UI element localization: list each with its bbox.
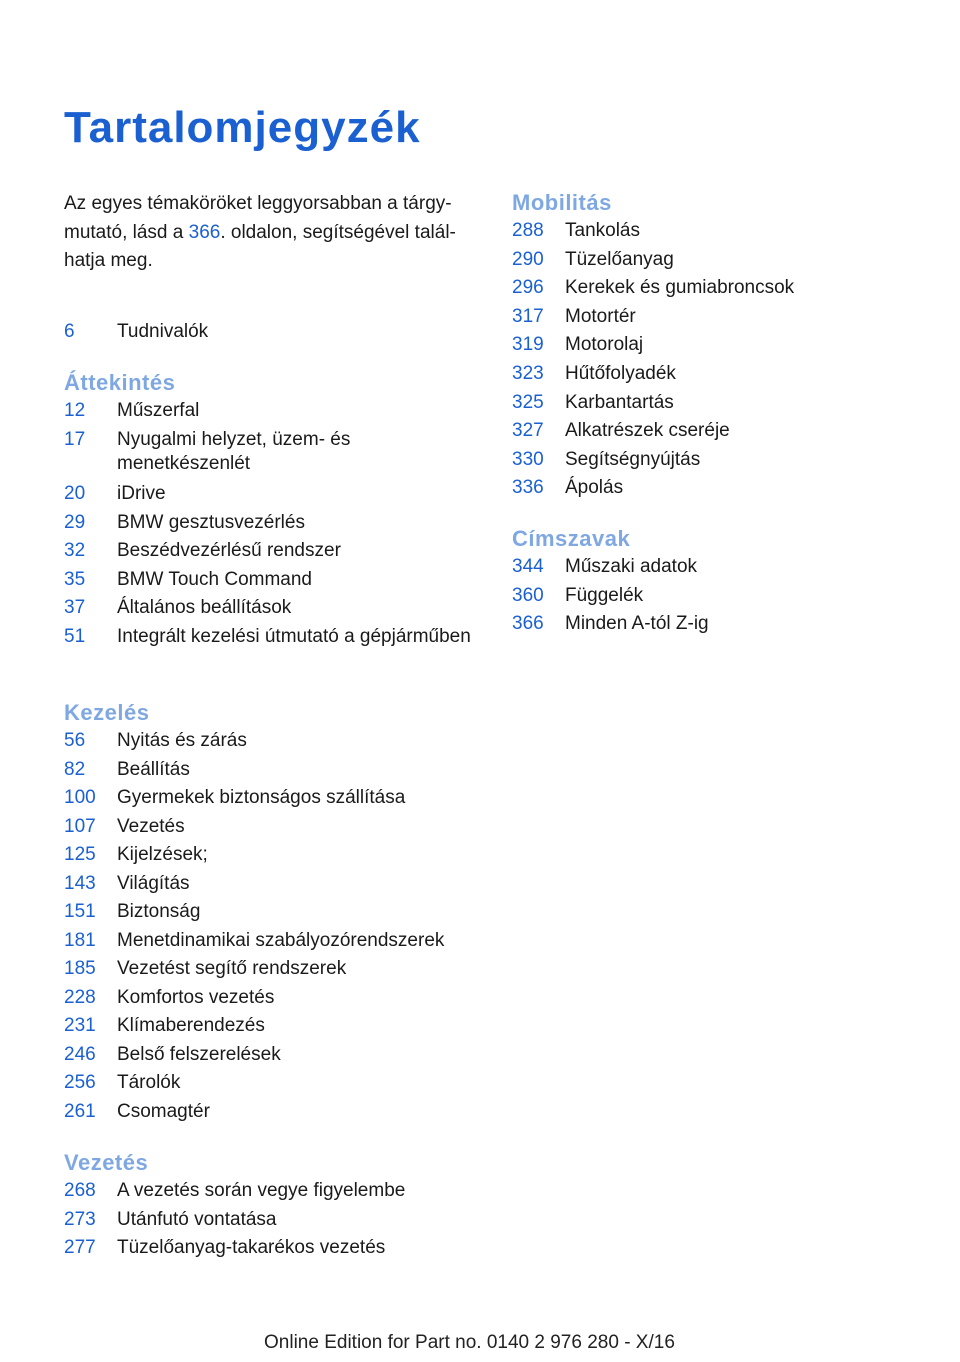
toc-entry-label: Komfortos vezetés bbox=[117, 987, 275, 1008]
toc-entry-label: Beszédvezérlésű rendszer bbox=[117, 540, 341, 561]
toc-entry-label: Tüzelőanyag-takarékos vezetés bbox=[117, 1237, 386, 1258]
toc-entry-label: A vezetés során vegye figyelembe bbox=[117, 1180, 406, 1201]
toc-entry-label: Csomagtér bbox=[117, 1101, 210, 1122]
toc-entry-label: Világítás bbox=[117, 873, 190, 894]
toc-page-number: 256 bbox=[64, 1072, 96, 1093]
section-heading-cimszavak: Címszavak bbox=[512, 526, 631, 551]
toc-entry-label: Minden A-tól Z-ig bbox=[565, 613, 709, 634]
toc-entry-label: Utánfutó vontatása bbox=[117, 1209, 277, 1230]
toc-entry-label: Kijelzések; bbox=[117, 844, 208, 865]
toc-entry-label: Segítségnyújtás bbox=[565, 449, 701, 470]
toc-entry-label: Tüzelőanyag bbox=[565, 249, 674, 270]
toc-entry-label: Nyitás és zárás bbox=[117, 730, 247, 751]
toc-page-number: 231 bbox=[64, 1015, 96, 1036]
toc-page-number: 17 bbox=[64, 429, 86, 450]
toc-page-number: 296 bbox=[512, 277, 544, 298]
toc-entry-label: Gyermekek biztonságos szállítása bbox=[117, 787, 406, 808]
toc-page-number: 323 bbox=[512, 363, 544, 384]
toc-page-number: 181 bbox=[64, 930, 96, 951]
toc-page-number: 268 bbox=[64, 1180, 96, 1201]
toc-entry-label: Tankolás bbox=[565, 220, 640, 241]
toc-page-number: 327 bbox=[512, 420, 544, 441]
toc-page-number: 107 bbox=[64, 816, 96, 837]
toc-entry-label: Motorolaj bbox=[565, 334, 644, 355]
toc-page-number: 366 bbox=[512, 613, 544, 634]
page-title: Tartalomjegyzék bbox=[64, 103, 421, 152]
toc-entry-label: Biztonság bbox=[117, 901, 201, 922]
toc-page-number: 56 bbox=[64, 730, 86, 751]
toc-entry-label: Alkatrészek cseréje bbox=[565, 420, 730, 441]
section-heading-attekintes: Áttekintés bbox=[64, 370, 176, 395]
toc-page-number: 360 bbox=[512, 585, 544, 606]
toc-entry-label: Műszaki adatok bbox=[565, 556, 698, 577]
toc-page-number: 246 bbox=[64, 1044, 96, 1065]
toc-page-number: 290 bbox=[512, 249, 544, 270]
intro-text bbox=[64, 190, 484, 276]
toc-page-number: 228 bbox=[64, 987, 96, 1008]
toc-entry-label: Műszerfal bbox=[117, 400, 200, 421]
toc-page-number: 29 bbox=[64, 512, 86, 533]
toc-entry-label: Kerekek és gumiabroncsok bbox=[565, 277, 795, 298]
page-footer: Online Edition for Part no. 0140 2 976 280 - X/16 bbox=[264, 1332, 675, 1353]
toc-page-number: 12 bbox=[64, 400, 86, 421]
toc-page-number: 100 bbox=[64, 787, 96, 808]
toc-entry-label: Tudnivalók bbox=[117, 321, 209, 342]
toc-page-number: 336 bbox=[512, 477, 544, 498]
toc-page-number: 317 bbox=[512, 306, 544, 327]
toc-page-number: 185 bbox=[64, 958, 96, 979]
section-heading-mobilitas: Mobilitás bbox=[512, 190, 612, 215]
toc-page-number: 35 bbox=[64, 569, 86, 590]
toc-page-number: 261 bbox=[64, 1101, 96, 1122]
toc-page-number: 344 bbox=[512, 556, 544, 577]
toc-page-number: 277 bbox=[64, 1237, 96, 1258]
toc-page-number: 125 bbox=[64, 844, 96, 865]
toc-entry-label: Függelék bbox=[565, 585, 644, 606]
toc-entry-label: Belső felszerelések bbox=[117, 1044, 281, 1065]
toc-entry-label: Vezetés bbox=[117, 816, 185, 837]
toc-entry-label: Integrált kezelési útmutató a gépjárműben bbox=[117, 626, 471, 647]
intro-text-before: Az egyes témaköröket leggyorsabban a tárgymutató, lásd a bbox=[64, 193, 452, 243]
intro-text-after: . oldalon, segítségével találhatja meg. bbox=[64, 221, 456, 271]
toc-entry-label: Menetdinamikai szabályozórendszerek bbox=[117, 930, 445, 951]
toc-entry-label: BMW gesztusvezérlés bbox=[117, 512, 305, 533]
toc-page-number: 6 bbox=[64, 321, 75, 342]
toc-entry-label: Motortér bbox=[565, 306, 636, 327]
section-heading-vezetes: Vezetés bbox=[64, 1150, 149, 1175]
toc-entry-label: Nyugalmi helyzet, üzem- és menetkészenlét bbox=[117, 429, 351, 474]
toc-page-number: 51 bbox=[64, 626, 86, 647]
toc-entry-label: BMW Touch Command bbox=[117, 569, 312, 590]
toc-entry-label: Karbantartás bbox=[565, 392, 674, 413]
toc-page-number: 143 bbox=[64, 873, 96, 894]
toc-entry-label: Általános beállítások bbox=[117, 597, 292, 618]
toc-entry-label: Tárolók bbox=[117, 1072, 181, 1093]
toc-page-number: 82 bbox=[64, 759, 86, 780]
toc-entry-label: iDrive bbox=[117, 483, 166, 504]
index-page-link[interactable]: 366 bbox=[188, 221, 221, 243]
toc-page-number: 37 bbox=[64, 597, 86, 618]
toc-entry-label: Vezetést segítő rendszerek bbox=[117, 958, 347, 979]
toc-page-number: 319 bbox=[512, 334, 544, 355]
toc-page-number: 330 bbox=[512, 449, 544, 470]
toc-page-number: 325 bbox=[512, 392, 544, 413]
toc-entry-label: Hűtőfolyadék bbox=[565, 363, 676, 384]
toc-entry-label: Beállítás bbox=[117, 759, 190, 780]
toc-entry-label: Ápolás bbox=[565, 477, 624, 498]
toc-entry-label: Klímaberendezés bbox=[117, 1015, 265, 1036]
section-heading-kezeles: Kezelés bbox=[64, 700, 150, 725]
toc-page-number: 273 bbox=[64, 1209, 96, 1230]
toc-page-number: 20 bbox=[64, 483, 86, 504]
toc-page-number: 288 bbox=[512, 220, 544, 241]
toc-page-number: 151 bbox=[64, 901, 96, 922]
toc-page-number: 32 bbox=[64, 540, 86, 561]
